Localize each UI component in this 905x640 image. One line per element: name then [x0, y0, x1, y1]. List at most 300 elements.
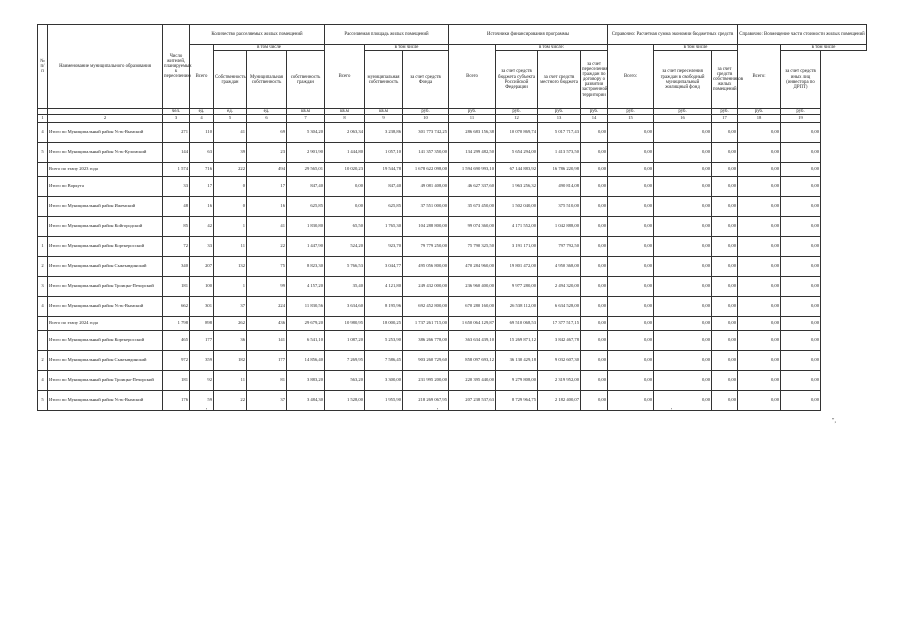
- value-cell: 181: [163, 371, 190, 391]
- value-cell: 375 510,00: [538, 197, 581, 217]
- value-cell: 1 413 573,50: [538, 143, 581, 163]
- header-fund: за счет средств Фонда: [403, 51, 449, 109]
- value-cell: 1 087,20: [325, 331, 365, 351]
- value-cell: 359: [190, 351, 214, 371]
- header-ref1-a: за счет переселения граждан по договору о развитии застроенной территории: [581, 51, 608, 109]
- value-cell: 0,00: [712, 297, 738, 317]
- value-cell: 262: [214, 317, 247, 331]
- value-cell: 0,00: [738, 351, 781, 371]
- value-cell: 37 551 000,00: [403, 197, 449, 217]
- value-cell: 0,00: [581, 197, 608, 217]
- value-cell: 79 779 250,00: [403, 237, 449, 257]
- value-cell: 1 447,90: [287, 237, 325, 257]
- municipality-name: Итого по Муниципальный район Троицко-Печорский: [48, 277, 163, 297]
- value-cell: 11: [214, 237, 247, 257]
- value-cell: 5 253,90: [365, 331, 403, 351]
- unit-cell: руб.: [781, 109, 821, 115]
- value-cell: 0,00: [738, 277, 781, 297]
- value-cell: 0,00: [581, 257, 608, 277]
- value-cell: 0: [214, 177, 247, 197]
- row-index: 4: [38, 371, 48, 391]
- value-cell: 286 683 156,38: [449, 123, 496, 143]
- column-number: 10: [403, 115, 449, 123]
- table-row: [38, 143, 867, 163]
- column-number: 1: [38, 115, 48, 123]
- unit-cell: руб.: [581, 109, 608, 115]
- value-cell: 26 538 112,00: [496, 297, 538, 317]
- value-cell: 0,00: [608, 123, 654, 143]
- value-cell: 692 452 800,00: [403, 297, 449, 317]
- value-cell: 41: [247, 217, 287, 237]
- value-cell: 3 842 467,78: [538, 331, 581, 351]
- value-cell: 222: [214, 163, 247, 177]
- table-row: [38, 371, 867, 391]
- value-cell: 0,00: [608, 371, 654, 391]
- municipality-name: Итого по Муниципальный район Усть-Вымский: [48, 391, 163, 411]
- value-cell: 0,00: [654, 391, 712, 411]
- value-cell: 23: [247, 143, 287, 163]
- header-local: за счет средств местного бюджета: [538, 51, 581, 109]
- value-cell: 0,00: [712, 257, 738, 277]
- value-cell: 0,00: [608, 331, 654, 351]
- value-cell: 3 634,60: [325, 297, 365, 317]
- value-cell: 923,70: [365, 237, 403, 257]
- value-cell: 14 856,40: [287, 351, 325, 371]
- value-cell: 670 280 160,00: [449, 297, 496, 317]
- value-cell: 220 395 440,00: [449, 371, 496, 391]
- value-cell: 0,00: [738, 257, 781, 277]
- table-row: [38, 237, 867, 257]
- header-ref2-including: в том числе: [781, 45, 867, 51]
- value-cell: 0,00: [325, 177, 365, 197]
- municipality-name: Итого по Муниципальный район Сыктывдинский: [48, 257, 163, 277]
- column-number: 6: [247, 115, 287, 123]
- value-cell: 19 544,78: [365, 163, 403, 177]
- value-cell: 177: [247, 351, 287, 371]
- column-number: 14: [581, 115, 608, 123]
- value-cell: 3 191 171,00: [496, 237, 538, 257]
- value-cell: 0,00: [654, 371, 712, 391]
- value-cell: 67 144 883,92: [496, 163, 538, 177]
- header-name: Наименование муниципального образования: [48, 25, 163, 109]
- unit-cell: ед.: [190, 109, 214, 115]
- value-cell: 0,00: [608, 197, 654, 217]
- municipality-name: Итого по Муниципальный район Троицко-Печорский: [48, 371, 163, 391]
- value-cell: 0,00: [581, 331, 608, 351]
- header-ref1-b: за счет переселения граждан в свободный муниципальный жилищный фонд: [654, 51, 712, 109]
- value-cell: 0,00: [712, 391, 738, 411]
- value-cell: 0,00: [712, 217, 738, 237]
- header-num: № п/ п: [38, 25, 48, 109]
- table-row: [38, 317, 867, 331]
- row-index: 5: [38, 143, 48, 163]
- value-cell: 1 502 040,00: [496, 197, 538, 217]
- value-cell: 470 284 960,00: [449, 257, 496, 277]
- row-index: 2: [38, 351, 48, 371]
- value-cell: 1 955,90: [365, 391, 403, 411]
- value-cell: 16: [247, 197, 287, 217]
- scan-mark: ': [671, 408, 673, 414]
- value-cell: 0,00: [325, 197, 365, 217]
- value-cell: 494: [247, 163, 287, 177]
- value-cell: 4 950 368,00: [538, 257, 581, 277]
- value-cell: 625,85: [287, 197, 325, 217]
- value-cell: 0,00: [654, 297, 712, 317]
- value-cell: 39: [214, 143, 247, 163]
- value-cell: 0,00: [712, 123, 738, 143]
- value-cell: 9 279 808,00: [496, 371, 538, 391]
- value-cell: 847,40: [287, 177, 325, 197]
- header-qty-municipal: Муниципальная собственность: [247, 51, 287, 109]
- value-cell: 363 634 439,10: [449, 331, 496, 351]
- program-table: [37, 24, 867, 411]
- value-cell: 858 097 693,12: [449, 351, 496, 371]
- value-cell: 19 801 472,00: [496, 257, 538, 277]
- value-cell: 0,00: [608, 177, 654, 197]
- value-cell: 5 766,53: [325, 257, 365, 277]
- value-cell: 0,00: [781, 237, 821, 257]
- unit-cell: чел.: [163, 109, 190, 115]
- value-cell: 141: [247, 331, 287, 351]
- value-cell: 17 377 517,15: [538, 317, 581, 331]
- value-cell: 6 541,10: [287, 331, 325, 351]
- column-number: 18: [738, 115, 781, 123]
- value-cell: 236 960 400,00: [449, 277, 496, 297]
- value-cell: 0,00: [781, 317, 821, 331]
- table-body: [38, 115, 867, 411]
- value-cell: 22: [247, 237, 287, 257]
- value-cell: 8 823,30: [287, 257, 325, 277]
- value-cell: 1 765,30: [365, 217, 403, 237]
- unit-cell: руб.: [712, 109, 738, 115]
- value-cell: 340: [163, 257, 190, 277]
- value-cell: 5 654 294,00: [496, 143, 538, 163]
- unit-cell: кв.м: [325, 109, 365, 115]
- value-cell: 0,00: [738, 317, 781, 331]
- row-index: [38, 317, 48, 331]
- value-cell: 17: [247, 177, 287, 197]
- value-cell: 0,00: [608, 351, 654, 371]
- value-cell: 3 044,77: [365, 257, 403, 277]
- value-cell: 69: [247, 123, 287, 143]
- value-cell: 0,00: [738, 371, 781, 391]
- value-cell: 92: [190, 371, 214, 391]
- value-cell: 1 737 261 715,00: [403, 317, 449, 331]
- value-cell: 15 269 871,12: [496, 331, 538, 351]
- value-cell: 0,00: [781, 177, 821, 197]
- unit-cell: руб.: [496, 109, 538, 115]
- value-cell: 0,00: [712, 351, 738, 371]
- row-index: 2: [38, 257, 48, 277]
- value-cell: 0,00: [581, 123, 608, 143]
- table-row: [38, 297, 867, 317]
- value-cell: 0,00: [781, 297, 821, 317]
- column-number: 17: [712, 115, 738, 123]
- value-cell: 0,00: [738, 297, 781, 317]
- value-cell: 5 017 717,43: [538, 123, 581, 143]
- value-cell: 3 484,30: [287, 391, 325, 411]
- value-cell: 2 182 400,07: [538, 391, 581, 411]
- value-cell: 0,00: [738, 331, 781, 351]
- value-cell: 11 830,56: [287, 297, 325, 317]
- value-cell: 301: [190, 297, 214, 317]
- unit-cell: руб.: [654, 109, 712, 115]
- value-cell: 0,00: [781, 371, 821, 391]
- row-index: [38, 163, 48, 177]
- row-index: 1: [38, 237, 48, 257]
- unit-cell: ед.: [247, 109, 287, 115]
- value-cell: 10 070 869,74: [496, 123, 538, 143]
- value-cell: 35,40: [325, 277, 365, 297]
- value-cell: 0,00: [654, 163, 712, 177]
- value-cell: 224: [247, 297, 287, 317]
- value-cell: 7 269,95: [325, 351, 365, 371]
- unit-cell: руб.: [538, 109, 581, 115]
- header-area-group: Расселяемая площадь жилых помещений: [325, 25, 449, 45]
- value-cell: 48: [163, 197, 190, 217]
- column-number: 7: [287, 115, 325, 123]
- value-cell: 0,00: [608, 277, 654, 297]
- value-cell: 662: [163, 297, 190, 317]
- row-index: [38, 331, 48, 351]
- value-cell: 0,00: [712, 177, 738, 197]
- value-cell: 182: [214, 351, 247, 371]
- header-fin-group: Источники финансирования программы: [449, 25, 608, 45]
- unit-cell: руб.: [403, 109, 449, 115]
- value-cell: 1 574: [163, 163, 190, 177]
- value-cell: 0,00: [712, 163, 738, 177]
- value-cell: 0,00: [608, 257, 654, 277]
- value-cell: 0,00: [608, 163, 654, 177]
- value-cell: 36 130 429,18: [496, 351, 538, 371]
- value-cell: 5 304,20: [287, 123, 325, 143]
- value-cell: 271: [163, 123, 190, 143]
- header-area-private: собственность граждан: [287, 51, 325, 109]
- value-cell: 0,00: [654, 123, 712, 143]
- value-cell: 144: [163, 143, 190, 163]
- value-cell: 0: [214, 197, 247, 217]
- value-cell: 0,00: [781, 197, 821, 217]
- value-cell: 625,85: [365, 197, 403, 217]
- table-row: [38, 257, 867, 277]
- value-cell: 3 300,00: [365, 371, 403, 391]
- value-cell: 0,00: [738, 163, 781, 177]
- value-cell: 10 980,95: [325, 317, 365, 331]
- row-index: [38, 177, 48, 197]
- value-cell: 0,00: [712, 237, 738, 257]
- value-cell: 563,20: [325, 371, 365, 391]
- value-cell: 16: [190, 197, 214, 217]
- unit-cell: руб.: [608, 109, 654, 115]
- value-cell: 0,00: [781, 217, 821, 237]
- value-cell: 100: [190, 277, 214, 297]
- municipality-name: Итого по Муниципальный район Корткеросский: [48, 237, 163, 257]
- value-cell: 37: [247, 391, 287, 411]
- value-cell: 490 814,08: [538, 177, 581, 197]
- value-cell: 141 357 350,00: [403, 143, 449, 163]
- header-ref2-all: Всего:: [738, 45, 781, 109]
- table-row: [38, 123, 867, 143]
- value-cell: 0,00: [581, 351, 608, 371]
- value-cell: 0,00: [581, 297, 608, 317]
- value-cell: 0,00: [712, 197, 738, 217]
- column-number: 15: [608, 115, 654, 123]
- column-number: 8: [325, 115, 365, 123]
- value-cell: 4 157,20: [287, 277, 325, 297]
- table-row: [38, 217, 867, 237]
- value-cell: 231 995 200,00: [403, 371, 449, 391]
- value-cell: 110: [190, 123, 214, 143]
- value-cell: 72: [163, 237, 190, 257]
- column-number: 9: [365, 115, 403, 123]
- value-cell: 1 650 064 129,87: [449, 317, 496, 331]
- value-cell: 29 565,01: [287, 163, 325, 177]
- value-cell: 0,00: [738, 197, 781, 217]
- value-cell: 903 260 729,60: [403, 351, 449, 371]
- municipality-name: Всего по этапу 2024 года: [48, 317, 163, 331]
- value-cell: 0,00: [738, 237, 781, 257]
- value-cell: 0,00: [712, 331, 738, 351]
- scan-mark: ",: [832, 418, 836, 424]
- value-cell: 0,00: [581, 317, 608, 331]
- scan-mark: ': [437, 408, 439, 414]
- value-cell: 75: [247, 257, 287, 277]
- value-cell: 42: [190, 217, 214, 237]
- value-cell: 207 238 537,63: [449, 391, 496, 411]
- value-cell: 0,00: [712, 277, 738, 297]
- value-cell: 0,00: [581, 163, 608, 177]
- value-cell: 69 510 068,53: [496, 317, 538, 331]
- municipality-name: Итого по Муниципальный район Корткеросский: [48, 331, 163, 351]
- value-cell: 3 883,20: [287, 371, 325, 391]
- column-number: 16: [654, 115, 712, 123]
- value-cell: 0,00: [654, 257, 712, 277]
- value-cell: 134 299 482,50: [449, 143, 496, 163]
- value-cell: 85: [163, 217, 190, 237]
- municipality-name: Итого по Воркута: [48, 177, 163, 197]
- value-cell: 0,00: [608, 143, 654, 163]
- value-cell: 0,00: [608, 317, 654, 331]
- value-cell: 0,00: [712, 371, 738, 391]
- header-ref1-all: Всего:: [608, 45, 654, 109]
- value-cell: 10 020,23: [325, 163, 365, 177]
- value-cell: 4 171 552,00: [496, 217, 538, 237]
- header-qty-group: Количество расселяемых жилых помещений: [190, 25, 325, 45]
- column-number: 3: [163, 115, 190, 123]
- header-fin-including: в том числе:: [496, 45, 608, 51]
- value-cell: 0,00: [781, 123, 821, 143]
- value-cell: 33: [190, 237, 214, 257]
- value-cell: 0,00: [738, 391, 781, 411]
- value-cell: 2 319 952,00: [538, 371, 581, 391]
- column-number-row: [38, 115, 867, 123]
- value-cell: 46 627 337,60: [449, 177, 496, 197]
- value-cell: 1 678 622 098,00: [403, 163, 449, 177]
- value-cell: 847,40: [365, 177, 403, 197]
- value-cell: 63: [190, 143, 214, 163]
- value-cell: 0,00: [581, 237, 608, 257]
- table-row: [38, 277, 867, 297]
- value-cell: 22: [214, 391, 247, 411]
- table-row: [38, 331, 867, 351]
- value-cell: 35 673 450,00: [449, 197, 496, 217]
- table-row: [38, 163, 867, 177]
- value-cell: 1: [214, 217, 247, 237]
- header-ref1-group: Справочно: Расчетная сумма экономии бюджетных средств: [608, 25, 738, 45]
- value-cell: 0,00: [781, 277, 821, 297]
- municipality-name: Итого по Муниципальный район Койгородский: [48, 217, 163, 237]
- value-cell: 0,00: [738, 123, 781, 143]
- value-cell: 7 586,45: [365, 351, 403, 371]
- value-cell: 495 056 800,00: [403, 257, 449, 277]
- value-cell: 0,00: [781, 331, 821, 351]
- header-ref2-group: Справочно: Возмещение части стоимости жилых помещений: [738, 25, 867, 45]
- value-cell: 1 042 888,00: [538, 217, 581, 237]
- value-cell: 176: [163, 391, 190, 411]
- value-cell: 0,00: [654, 197, 712, 217]
- value-cell: 436: [247, 317, 287, 331]
- row-index: [38, 197, 48, 217]
- header-area-total: Всего: [325, 45, 365, 109]
- row-index: 4: [38, 297, 48, 317]
- header-qty-including: в том числе: [214, 45, 325, 51]
- value-cell: 0,00: [781, 391, 821, 411]
- value-cell: 716: [190, 163, 214, 177]
- value-cell: 6 634 528,00: [538, 297, 581, 317]
- value-cell: 0,00: [608, 297, 654, 317]
- header-area-municipal: муниципальная собственность: [365, 51, 403, 109]
- value-cell: 0,00: [654, 217, 712, 237]
- unit-cell: ед.: [214, 109, 247, 115]
- header-qty-private: Собственность граждан: [214, 51, 247, 109]
- table-row: [38, 197, 867, 217]
- municipality-name: Итого по Муниципальный район Ижемский: [48, 197, 163, 217]
- value-cell: 177: [190, 331, 214, 351]
- header-fin-total: Всего: [449, 45, 496, 109]
- value-cell: 0,00: [581, 371, 608, 391]
- value-cell: 249 432 000,00: [403, 277, 449, 297]
- unit-cell: кв.м: [365, 109, 403, 115]
- value-cell: 0,00: [712, 317, 738, 331]
- header-area-including: в том числе: [365, 45, 449, 51]
- table-row: [38, 177, 867, 197]
- header-ref2-b: за счет средств иных лиц (инвестора по ДРПТ): [781, 51, 821, 109]
- value-cell: 386 266 778,00: [403, 331, 449, 351]
- column-number: 11: [449, 115, 496, 123]
- value-cell: 0,00: [781, 143, 821, 163]
- value-cell: 18 000,25: [365, 317, 403, 331]
- value-cell: 0,00: [654, 237, 712, 257]
- value-cell: 1 057,10: [365, 143, 403, 163]
- value-cell: 2 063,34: [325, 123, 365, 143]
- value-cell: 2 901,90: [287, 143, 325, 163]
- value-cell: 59: [190, 391, 214, 411]
- value-cell: 8 729 964,75: [496, 391, 538, 411]
- value-cell: 181: [163, 277, 190, 297]
- header-subject: за счет средств бюджета субъекта Российской Федерации: [496, 51, 538, 109]
- value-cell: 524,20: [325, 237, 365, 257]
- value-cell: 465: [163, 331, 190, 351]
- value-cell: 898: [190, 317, 214, 331]
- value-cell: 0,00: [608, 217, 654, 237]
- value-cell: 0,00: [781, 257, 821, 277]
- value-cell: 37: [214, 297, 247, 317]
- value-cell: 0,00: [581, 277, 608, 297]
- value-cell: 0,00: [654, 351, 712, 371]
- value-cell: 36: [214, 331, 247, 351]
- header-qty-total: Всего: [190, 45, 214, 109]
- value-cell: 99 074 360,00: [449, 217, 496, 237]
